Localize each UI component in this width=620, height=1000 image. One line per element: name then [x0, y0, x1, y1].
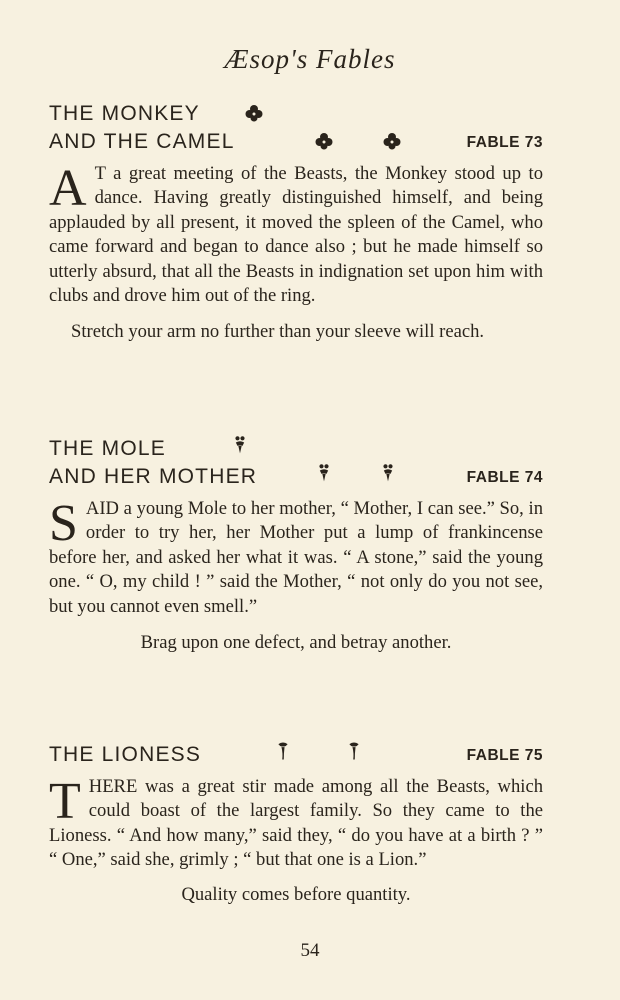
floral-ornament-icon	[379, 463, 397, 483]
fable-74	[49, 435, 543, 655]
fable-title: AND THE CAMEL	[49, 130, 235, 153]
floral-ornament-icon	[315, 463, 333, 483]
fable-number: FABLE 75	[466, 747, 543, 764]
fable-text: AID a young Mole to her mother, “ Mother, I can see.” So, in order to try her, her Mother put a lump of frankincense before her, and asked her what it was. “ A stone,” said the young one. “ O, my child ! ” said the Mother, “ not only do you not see, but you cannot even smell.”	[49, 498, 543, 617]
fable-moral: Stretch your arm no further than your sleeve will reach.	[71, 321, 485, 343]
fable-title-line	[49, 435, 543, 463]
running-head: Æsop's Fables	[224, 44, 396, 74]
fable-title-line	[49, 741, 543, 769]
fable-text: HERE was a great stir made among all the Beasts, which could boast of the largest family. So they came to the Lioness. “ And how many,” said they, “ do you have at a birth ? ” “ One,” said she, grimly ; “ but that one is a Lion.”	[49, 776, 543, 871]
fable-number: FABLE 73	[466, 134, 543, 151]
fable-73	[49, 100, 543, 345]
leaf-ornament-icon	[274, 741, 292, 761]
fable-moral: Brag upon one defect, and betray another.	[140, 632, 452, 654]
fable-title: THE MONKEY	[49, 102, 200, 125]
drop-cap: T	[49, 773, 81, 830]
fable-title: AND HER MOTHER	[49, 465, 258, 488]
fable-75	[49, 741, 543, 907]
fable-title: THE MOLE	[49, 437, 166, 460]
fable-body	[49, 497, 543, 619]
drop-cap: S	[49, 495, 78, 552]
fable-text: T a great meeting of the Beasts, the Monkey stood up to dance. Having greatly distinguished himself, and being applauded by all present, it moved the spleen of the Camel, who came forward and began to dance also ; but he made himself so utterly absurd, that all the Beasts in indignation set upon him with clubs and drove him out of the ring.	[49, 163, 543, 307]
fable-body	[49, 162, 543, 308]
fable-title-line	[49, 128, 543, 156]
clover-ornament-icon	[245, 104, 263, 124]
fable-body	[49, 775, 543, 873]
floral-ornament-icon	[231, 435, 249, 455]
leaf-ornament-icon	[345, 741, 363, 761]
fable-number: FABLE 74	[466, 469, 543, 486]
page-number: 54	[300, 940, 320, 961]
fable-title-line	[49, 100, 543, 128]
clover-ornament-icon	[383, 132, 401, 152]
clover-ornament-icon	[315, 132, 333, 152]
fable-title: THE LIONESS	[49, 743, 202, 766]
fable-moral: Quality comes before quantity.	[181, 883, 411, 905]
drop-cap: A	[49, 160, 87, 217]
fable-title-line	[49, 463, 543, 491]
